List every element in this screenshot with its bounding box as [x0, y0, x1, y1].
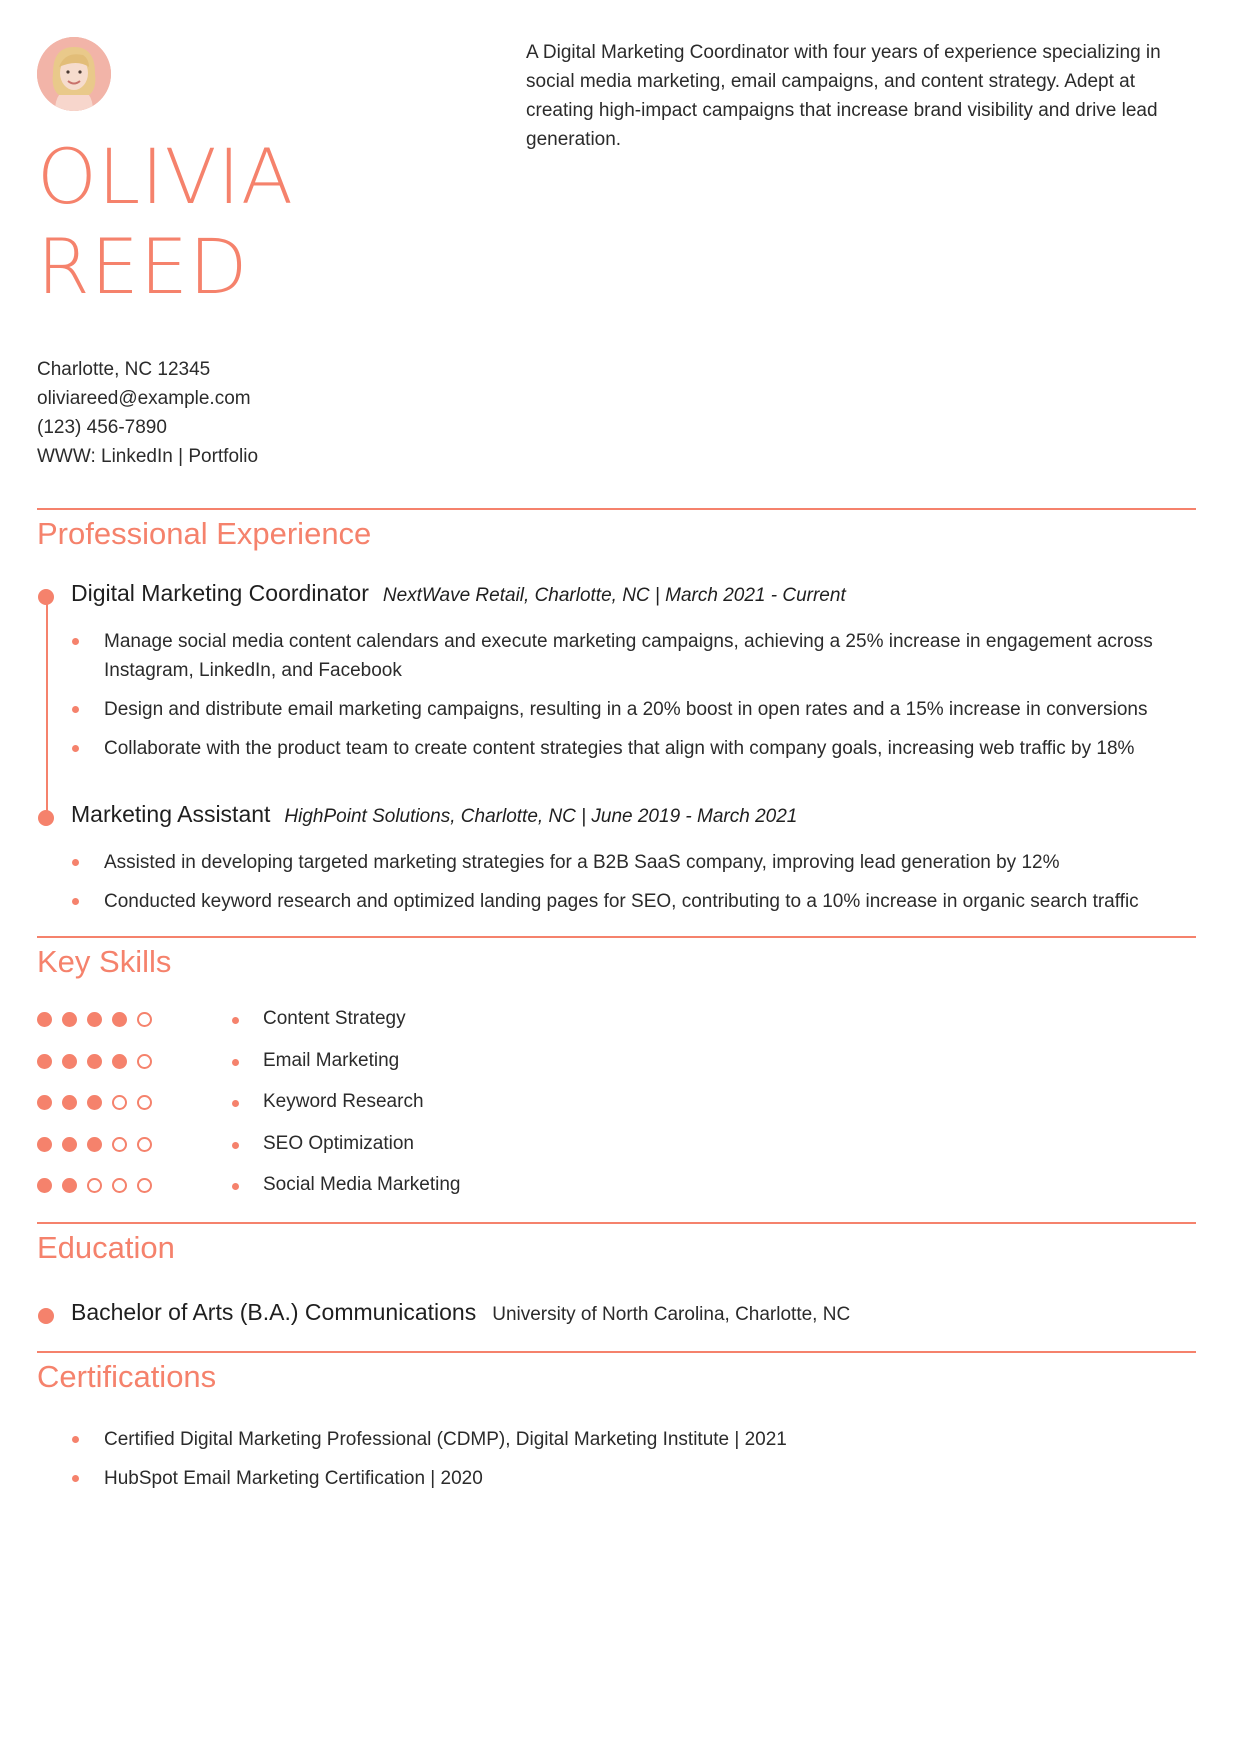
rating-dot-filled: [62, 1012, 77, 1027]
timeline-dot: [38, 1308, 54, 1324]
skill-name: Content Strategy: [263, 1008, 406, 1029]
skills-heading: Key Skills: [37, 944, 172, 979]
degree: Bachelor of Arts (B.A.) Communications: [71, 1299, 477, 1325]
experience-heading: Professional Experience: [37, 516, 372, 551]
rating-dot-filled: [62, 1095, 77, 1110]
timeline-dot: [38, 589, 54, 605]
skill-rating: [37, 1054, 152, 1069]
section-divider: [37, 936, 1196, 938]
contact-phone: (123) 456-7890: [37, 417, 167, 438]
job-bullet: Collaborate with the product team to create content strategies that align with company goals, increasing web traffic by 18%: [37, 734, 1197, 763]
rating-dot-filled: [37, 1095, 52, 1110]
rating-dot-filled: [37, 1012, 52, 1027]
rating-dot-empty: [137, 1012, 152, 1027]
rating-dot-filled: [87, 1012, 102, 1027]
rating-dot-filled: [112, 1054, 127, 1069]
rating-dot-filled: [62, 1178, 77, 1193]
certifications-list: [37, 1425, 787, 1503]
school: University of North Carolina, Charlotte, NC: [492, 1304, 851, 1325]
rating-dot-empty: [137, 1137, 152, 1152]
candidate-name: [37, 132, 294, 312]
rating-dot-filled: [87, 1137, 102, 1152]
job-bullets: [37, 627, 1197, 763]
certification-item: Certified Digital Marketing Professional (CDMP), Digital Marketing Institute | 2021: [37, 1425, 787, 1454]
contact-email[interactable]: oliviareed@example.com: [37, 388, 251, 409]
rating-dot-filled: [62, 1054, 77, 1069]
rating-dot-empty: [87, 1178, 102, 1193]
job-bullets: [37, 848, 1197, 916]
last-name: REED: [37, 222, 249, 311]
rating-dot-filled: [37, 1054, 52, 1069]
profile-photo: [37, 37, 111, 111]
summary-text: A Digital Marketing Coordinator with four years of experience specializing in social media marketing, email campaigns, and content strategy. Adept at creating high-impact campaigns that increase brand visibility and drive lead generation.: [526, 42, 1161, 150]
bullet-icon: [232, 1059, 239, 1066]
rating-dot-empty: [112, 1137, 127, 1152]
first-name: OLIVIA: [37, 132, 294, 221]
job-title-line: [71, 801, 797, 828]
skill-row: [37, 1091, 637, 1133]
skill-name: Social Media Marketing: [263, 1174, 461, 1195]
rating-dot-filled: [37, 1137, 52, 1152]
bullet-icon: [232, 1017, 239, 1024]
rating-dot-filled: [112, 1012, 127, 1027]
job-bullet: Assisted in developing targeted marketing strategies for a B2B SaaS company, improving lead generation by 12%: [37, 848, 1197, 877]
job-role: Digital Marketing Coordinator: [71, 580, 369, 606]
skill-row: [37, 1174, 637, 1216]
skills-list: [37, 1008, 637, 1216]
rating-dot-empty: [137, 1095, 152, 1110]
job-meta: HighPoint Solutions, Charlotte, NC | June 2019 - March 2021: [284, 806, 798, 827]
certifications-heading: Certifications: [37, 1359, 217, 1394]
job-entry: [37, 580, 1197, 773]
skill-rating: [37, 1137, 152, 1152]
contact-block: [37, 355, 258, 471]
rating-dot-filled: [87, 1054, 102, 1069]
job-role: Marketing Assistant: [71, 801, 271, 827]
avatar: [37, 37, 111, 111]
job-title-line: [71, 580, 846, 607]
skill-name: SEO Optimization: [263, 1132, 414, 1154]
rating-dot-filled: [62, 1137, 77, 1152]
certification-item: HubSpot Email Marketing Certification | 2020: [37, 1464, 787, 1493]
rating-dot-empty: [112, 1178, 127, 1193]
education-heading: Education: [37, 1230, 175, 1265]
skill-name: Keyword Research: [263, 1091, 424, 1112]
skill-rating: [37, 1178, 152, 1193]
skill-row: [37, 1133, 637, 1175]
bullet-icon: [232, 1183, 239, 1190]
rating-dot-empty: [137, 1178, 152, 1193]
education-line: [71, 1299, 850, 1326]
job-bullet: Design and distribute email marketing campaigns, resulting in a 20% boost in open rates and a 15% increase in conversions: [37, 695, 1197, 724]
rating-dot-filled: [37, 1178, 52, 1193]
job-meta: NextWave Retail, Charlotte, NC | March 2021 - Current: [382, 585, 846, 606]
job-bullet: Conducted keyword research and optimized landing pages for SEO, contributing to a 10% increase in organic search traffic: [37, 887, 1197, 916]
timeline-dot: [38, 810, 54, 826]
skill-row: [37, 1050, 637, 1092]
rating-dot-filled: [87, 1095, 102, 1110]
skill-rating: [37, 1012, 152, 1027]
bullet-icon: [232, 1142, 239, 1149]
section-divider: [37, 508, 1196, 510]
bullet-icon: [232, 1100, 239, 1107]
contact-location: Charlotte, NC 12345: [37, 359, 211, 380]
rating-dot-empty: [137, 1054, 152, 1069]
job-entry: [37, 801, 1197, 926]
skill-name: Email Marketing: [263, 1049, 400, 1071]
skill-rating: [37, 1095, 152, 1110]
contact-web[interactable]: WWW: LinkedIn | Portfolio: [37, 446, 259, 467]
section-divider: [37, 1222, 1196, 1224]
job-bullet: Manage social media content calendars and execute marketing campaigns, achieving a 25% increase in engagement across Instagram, LinkedIn, and Facebook: [37, 627, 1197, 685]
skill-row: [37, 1008, 637, 1050]
rating-dot-empty: [112, 1095, 127, 1110]
section-divider: [37, 1351, 1196, 1353]
